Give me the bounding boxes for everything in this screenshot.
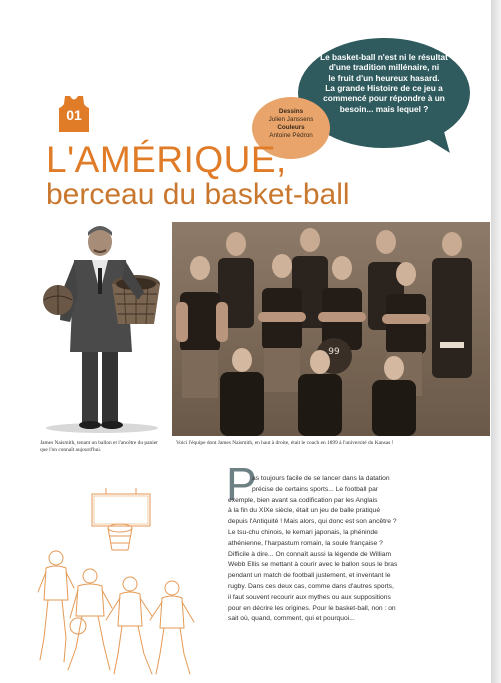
- article-line: as toujours facile de se lancer dans la datation: [252, 475, 390, 482]
- bubble-line: Le basket-ball n'est ni le résultat: [320, 52, 448, 62]
- bubble-line: le fruit d'un heureux hasard.: [328, 72, 440, 83]
- colors-role: Couleurs: [277, 123, 305, 131]
- credits-text: [252, 108, 330, 139]
- article-line: Difficile à dire... On connaît aussi la légende de William: [228, 550, 392, 558]
- naismith-caption: James Naismith, tenant un ballon et l'ancêtre du panier que l'on connaît aujourd'hui.: [40, 440, 158, 454]
- article-line: pendant un match de football justement, et inventant le: [228, 572, 391, 580]
- chapter-number: 01: [66, 107, 82, 123]
- page-title: L'AMÉRIQUE,: [46, 139, 287, 180]
- page-edge: [491, 0, 501, 683]
- article-line: athénienne, l'harpastum romain, la soule française ?: [228, 539, 383, 547]
- article-line: à la fin du XIXe siècle, était un jeu de balle pratiqué: [228, 507, 381, 515]
- article-line: sait où, quand, comment, qui et pourquoi...: [228, 615, 355, 623]
- article-line: Le tsu-chu chinois, le kemari japonais, la phéninde: [228, 528, 378, 536]
- article-line: rugby. Dans ces deux cas, comme dans d'autres sports,: [228, 582, 394, 590]
- article-line: exemple, bien avant sa codification par les Anglais: [228, 496, 378, 504]
- bubble-line: d'une tradition millénaire, ni: [328, 62, 440, 73]
- bubble-line: La grande Histoire de ce jeu a: [325, 83, 443, 94]
- drawings-role: Dessins: [278, 108, 304, 115]
- article-line: il faut souvent recourir aux mythes ou aux suppositions: [228, 593, 391, 601]
- drawings-name: Julien Janssens: [268, 115, 314, 123]
- intro-bubble-text: [308, 52, 460, 114]
- bubble-line: commencé pour répondre à un: [323, 93, 445, 104]
- article-line: pour en décrire les origines. Pour le basket-ball, non : on: [228, 604, 396, 612]
- page-subtitle: berceau du basket-ball: [46, 178, 350, 211]
- team-photo: [172, 222, 490, 436]
- team-ball-number: 99: [328, 347, 340, 357]
- team-caption: Voici l'équipe dont James Naismith, en haut à droite, était le coach en 1899 à l'université du Kansas !: [176, 440, 394, 446]
- drop-cap: P: [226, 458, 257, 510]
- article-body: [228, 474, 490, 625]
- naismith-photo: [40, 222, 164, 436]
- colors-name: Antoine Pédron: [269, 131, 313, 139]
- article-line: précise de certains sports... Le football par: [252, 485, 379, 493]
- players-sketch: [34, 488, 206, 676]
- bubble-line: besoin... mais lequel ?: [339, 103, 429, 114]
- article-line: Webb Ellis se mettant à courir avec le ballon sous le bras: [228, 561, 398, 569]
- article-line: depuis l'Antiquité ! Mais alors, qui donc est son ancêtre ?: [228, 518, 397, 526]
